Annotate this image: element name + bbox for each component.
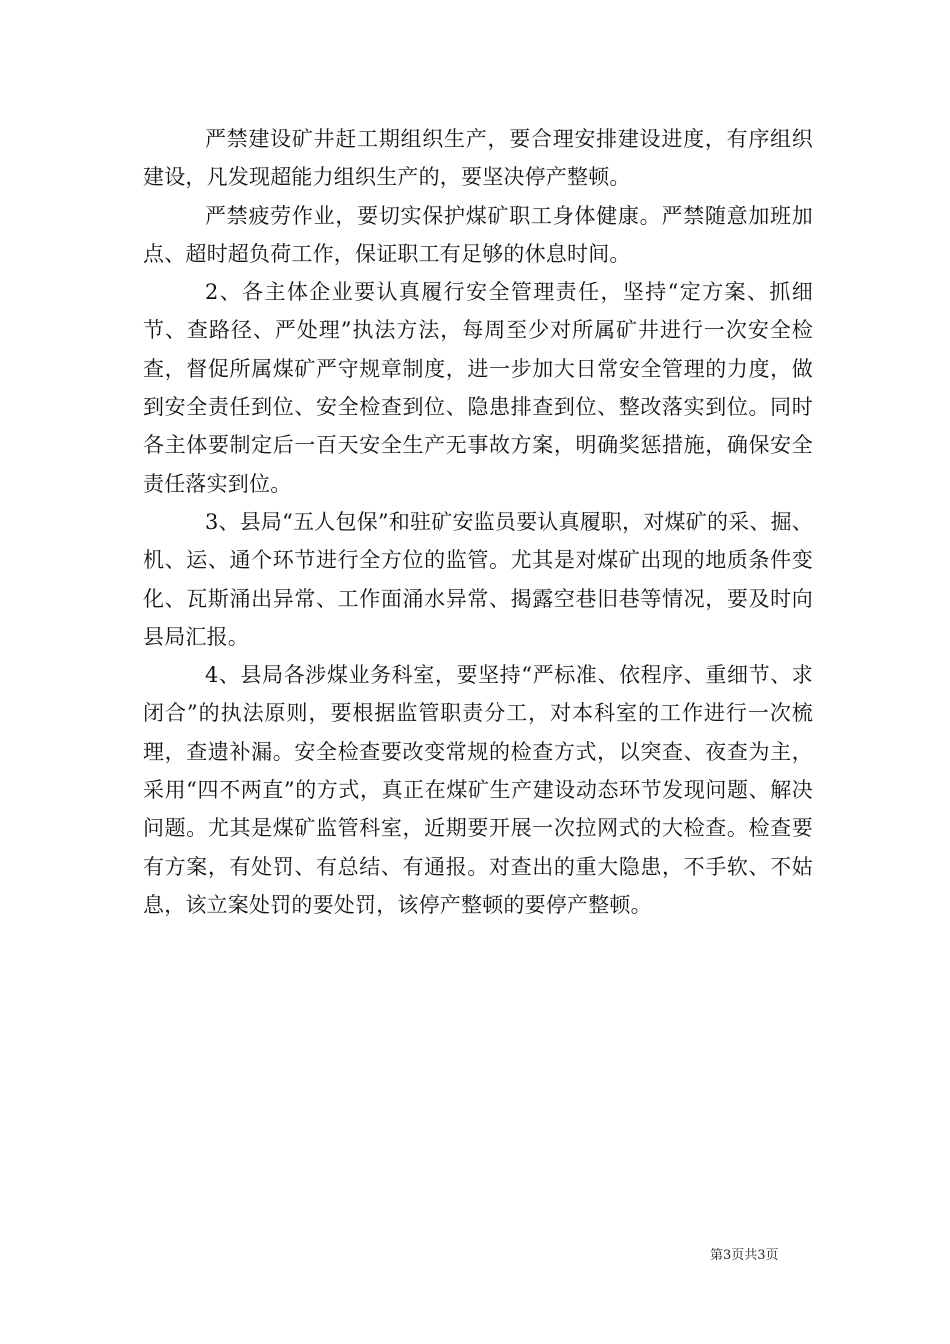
paragraph-item-3: 3、县局“五人包保”和驻矿安监员要认真履职，对煤矿的采、掘、机、运、通个环节进行全方位的监管。尤其是对煤矿出现的地质条件变化、瓦斯涌出异常、工作面涌水异常、揭露空巷旧巷等情况，要及时向县局汇报。 xyxy=(143,509,813,649)
paragraph-fatigue-work-ban: 严禁疲劳作业，要切实保护煤矿职工身体健康。严禁随意加班加点、超时超负荷工作，保证职工有足够的休息时间。 xyxy=(143,203,813,266)
document-body xyxy=(143,120,813,924)
paragraph-item-4: 4、县局各涉煤业务科室，要坚持“严标准、依程序、重细节、求闭合”的执法原则，要根据监管职责分工，对本科室的工作进行一次梳理，查遗补漏。安全检查要改变常规的检查方式，以突查、夜查为主，采用“四不两直”的方式，真正在煤矿生产建设动态环节发现问题、解决问题。尤其是煤矿监管科室，近期要开展一次拉网式的大检查。检查要有方案，有处罚、有总结、有通报。对查出的重大隐患，不手软、不姑息，该立案处罚的要处罚，该停产整顿的要停产整顿。 xyxy=(143,663,813,917)
paragraph-fatigue-ban-construction: 严禁建设矿井赶工期组织生产，要合理安排建设进度，有序组织建设，凡发现超能力组织生产的，要坚决停产整顿。 xyxy=(143,127,813,190)
paragraph-item-2: 2、各主体企业要认真履行安全管理责任，坚持“定方案、抓细节、查路径、严处理”执法方法，每周至少对所属矿井进行一次安全检查，督促所属煤矿严守规章制度，进一步加大日常安全管理的力度，做到安全责任到位、安全检查到位、隐患排查到位、整改落实到位。同时各主体要制定后一百天安全生产无事故方案，明确奖惩措施，确保安全责任落实到位。 xyxy=(143,280,813,496)
page-number-footer: 第3页共3页 xyxy=(710,1248,779,1263)
